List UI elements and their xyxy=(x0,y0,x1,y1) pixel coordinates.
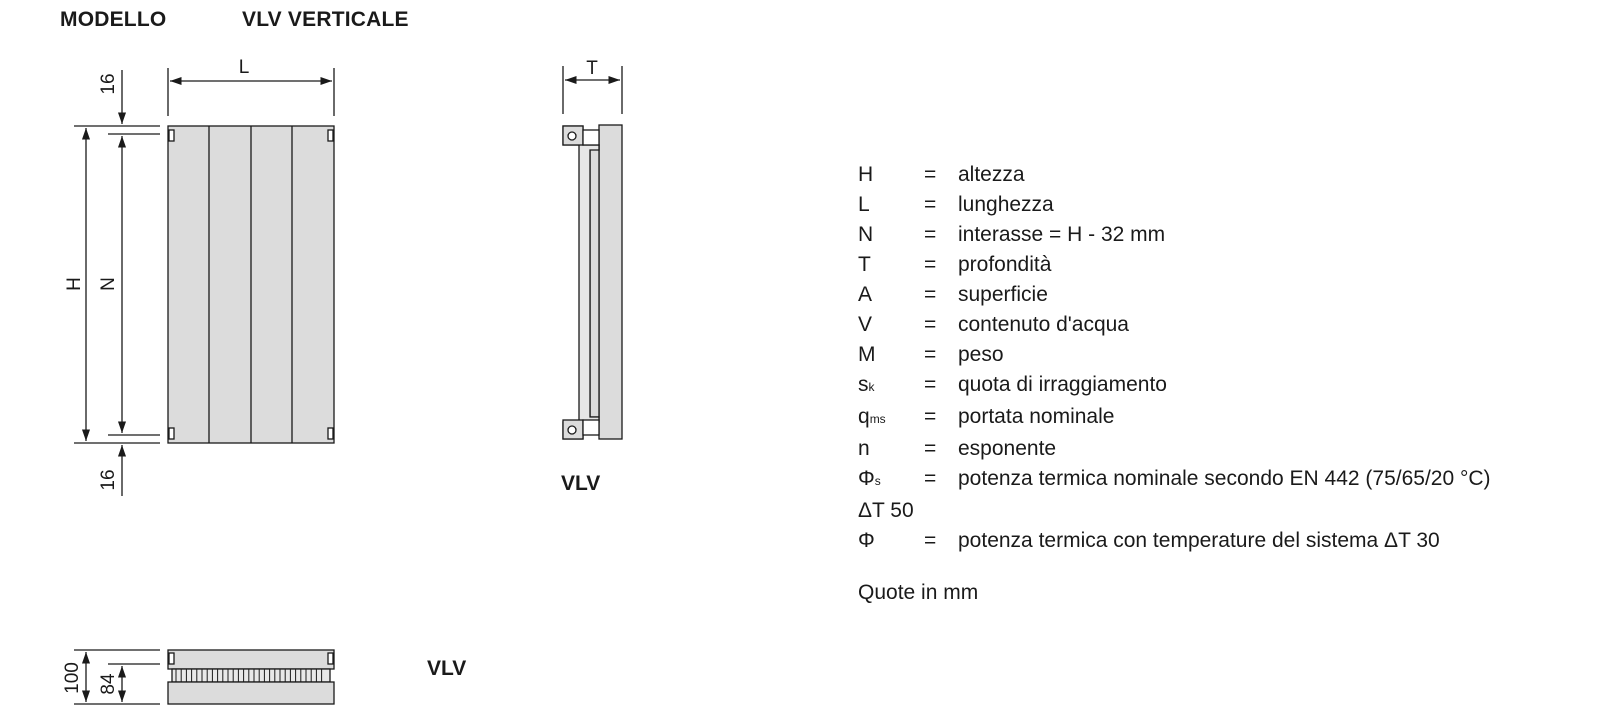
legend-description: potenza termica con temperature del sistema ΔT 30 xyxy=(958,529,1440,552)
legend-symbol xyxy=(858,160,924,190)
legend-symbol: Φ xyxy=(858,529,875,552)
legend-symbol xyxy=(858,220,924,250)
legend-symbol-main: M xyxy=(858,343,876,366)
legend-description: profondità xyxy=(958,253,1052,276)
legend-description: interasse = H - 32 mm xyxy=(958,223,1166,246)
legend-symbol-main: q xyxy=(858,405,870,428)
legend-note: ΔT 50 xyxy=(858,499,914,522)
dim-bottom-offset-label: 16 xyxy=(98,469,119,491)
legend-symbol-sub: s xyxy=(874,474,881,488)
legend-symbol-main: n xyxy=(858,437,870,460)
legend-symbol-main: s xyxy=(858,373,869,396)
side-view-label: VLV xyxy=(561,472,601,495)
legend-row xyxy=(858,160,1491,190)
legend-row xyxy=(858,220,1491,250)
legend-symbol-main: Φ xyxy=(858,467,875,490)
legend-symbol-sub: ms xyxy=(869,412,886,426)
legend-symbol-main: A xyxy=(858,283,873,306)
legend-equals: = xyxy=(924,343,937,366)
dim-84-label: 84 xyxy=(98,673,119,695)
legend-row xyxy=(858,526,1491,556)
legend-symbol xyxy=(858,370,924,402)
legend-row xyxy=(858,250,1491,280)
legend-equals: = xyxy=(924,253,937,276)
top-view-label: VLV xyxy=(427,657,467,680)
legend-symbol xyxy=(858,434,924,464)
dim-L-label: L xyxy=(238,57,250,78)
legend-symbol xyxy=(858,310,924,340)
legend-symbol-main: L xyxy=(858,193,870,216)
legend-equals: = xyxy=(924,405,937,428)
legend-description: contenuto d'acqua xyxy=(958,313,1129,336)
legend-description: peso xyxy=(958,343,1004,366)
model-name: VLV VERTICALE xyxy=(242,8,409,31)
legend-symbol-main: T xyxy=(858,253,871,276)
legend-description: altezza xyxy=(958,163,1025,186)
legend-description: superficie xyxy=(958,283,1048,306)
legend-symbol-sub: k xyxy=(868,380,875,394)
legend-symbol xyxy=(858,250,924,280)
radiator-top-front xyxy=(168,650,334,669)
dim-top-offset-label: 16 xyxy=(98,73,119,95)
legend xyxy=(858,160,1491,556)
legend-row xyxy=(858,310,1491,340)
legend-row xyxy=(858,402,1491,434)
legend-symbol xyxy=(858,402,924,434)
legend-row xyxy=(858,370,1491,402)
legend-equals: = xyxy=(924,529,937,552)
legend-symbol xyxy=(858,280,924,310)
legend-description: lunghezza xyxy=(958,193,1054,216)
legend-equals: = xyxy=(924,283,937,306)
legend-equals: = xyxy=(924,313,937,336)
legend-symbol-main: N xyxy=(858,223,874,246)
legend-row xyxy=(858,434,1491,464)
legend-equals: = xyxy=(924,163,937,186)
legend-description: portata nominale xyxy=(958,405,1115,428)
radiator-top-back xyxy=(168,682,334,704)
legend-equals: = xyxy=(924,193,937,216)
legend-equals: = xyxy=(924,373,937,396)
legend-row xyxy=(858,190,1491,220)
legend-symbol xyxy=(858,340,924,370)
legend-row xyxy=(858,464,1491,496)
legend-symbol-main: V xyxy=(858,313,873,336)
units-note: Quote in mm xyxy=(858,581,979,604)
legend-symbol xyxy=(858,464,924,496)
legend-symbol-main: H xyxy=(858,163,874,186)
legend-row xyxy=(858,280,1491,310)
legend-note-row xyxy=(858,496,1491,526)
legend-description: quota di irraggiamento xyxy=(958,373,1167,396)
legend-equals: = xyxy=(924,467,937,490)
model-label: MODELLO xyxy=(60,8,167,31)
side-view xyxy=(563,66,622,439)
legend-equals: = xyxy=(924,437,937,460)
legend-description: esponente xyxy=(958,437,1057,460)
legend-symbol xyxy=(858,190,924,220)
legend-description: potenza termica nominale secondo EN 442 (75/65/20 °C) xyxy=(958,467,1491,490)
dim-H-label: H xyxy=(64,277,85,291)
dim-T-label: T xyxy=(586,58,598,79)
legend-row xyxy=(858,340,1491,370)
legend-equals: = xyxy=(924,223,937,246)
dim-N-label: N xyxy=(98,277,119,291)
dim-100-label: 100 xyxy=(62,662,83,694)
